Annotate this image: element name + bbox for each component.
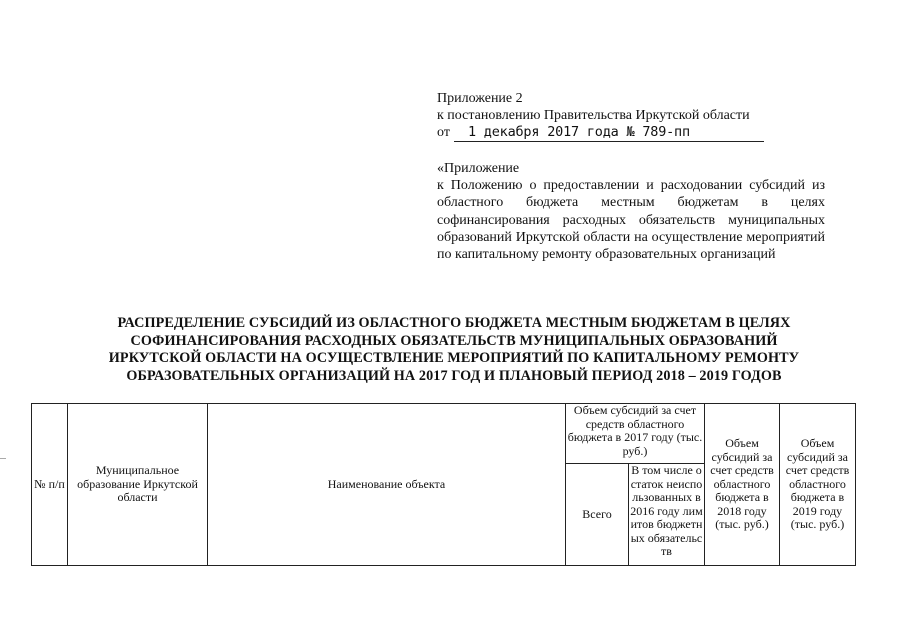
heading-line-3: ИРКУТСКОЙ ОБЛАСТИ НА ОСУЩЕСТВЛЕНИЕ МЕРОПРИЯТИЙ ПО КАПИТАЛЬНОМУ РЕМОНТУ <box>108 350 800 366</box>
header-2017-group: Объем субсидий за счет средств областного бюджета в 2017 году (тыс. руб.) <box>566 404 705 464</box>
header-2018: Объем субсидий за счет средств областного бюджета в 2018 году (тыс. руб.) <box>705 404 780 566</box>
regulation-appendix-title: «Приложение <box>437 161 520 176</box>
decree-date-line <box>454 124 764 142</box>
from-label: от <box>437 125 450 140</box>
regulation-appendix-block <box>437 160 825 263</box>
document-heading <box>40 315 868 385</box>
header-2017-remainder: В том числе остаток неиспользованных в 2016 году лимитов бюджетных обязательств <box>629 464 705 566</box>
header-2019: Объем субсидий за счет средств областного бюджета в 2019 году (тыс. руб.) <box>780 404 856 566</box>
header-municipality: Муниципальное образование Иркутской области <box>68 404 208 566</box>
heading-line-1: РАСПРЕДЕЛЕНИЕ СУБСИДИЙ ИЗ ОБЛАСТНОГО БЮДЖЕТА МЕСТНЫМ БЮДЖЕТАМ В ЦЕЛЯХ <box>117 315 791 331</box>
subsidy-table <box>31 403 856 566</box>
scan-edge-mark <box>0 458 6 459</box>
appendix-decree-date-row <box>437 124 764 142</box>
heading-line-4: ОБРАЗОВАТЕЛЬНЫХ ОРГАНИЗАЦИЙ НА 2017 ГОД И ПЛАНОВЫЙ ПЕРИОД 2018 – 2019 ГОДОВ <box>126 367 782 384</box>
appendix-title: Приложение 2 <box>437 91 523 106</box>
appendix-block <box>437 90 764 142</box>
header-2017-total: Всего <box>566 464 629 566</box>
decree-date-number: 1 декабря 2017 года № 789-пп <box>467 124 690 140</box>
header-number: № п/п <box>32 404 68 566</box>
heading-line-2: СОФИНАНСИРОВАНИЯ РАСХОДНЫХ ОБЯЗАТЕЛЬСТВ МУНИЦИПАЛЬНЫХ ОБРАЗОВАНИЙ <box>130 332 778 349</box>
appendix-decree-ref: к постановлению Правительства Иркутской области <box>437 108 750 123</box>
regulation-appendix-text: к Положению о предоставлении и расходовании субсидий из областного бюджета местным бюджетам в целях софинансирования расходных обязательств муниципальных образований Иркутской области на осуществление мероприятий по капитальному ремонту образовательных организаций <box>437 178 825 263</box>
header-object: Наименование объекта <box>208 404 566 566</box>
